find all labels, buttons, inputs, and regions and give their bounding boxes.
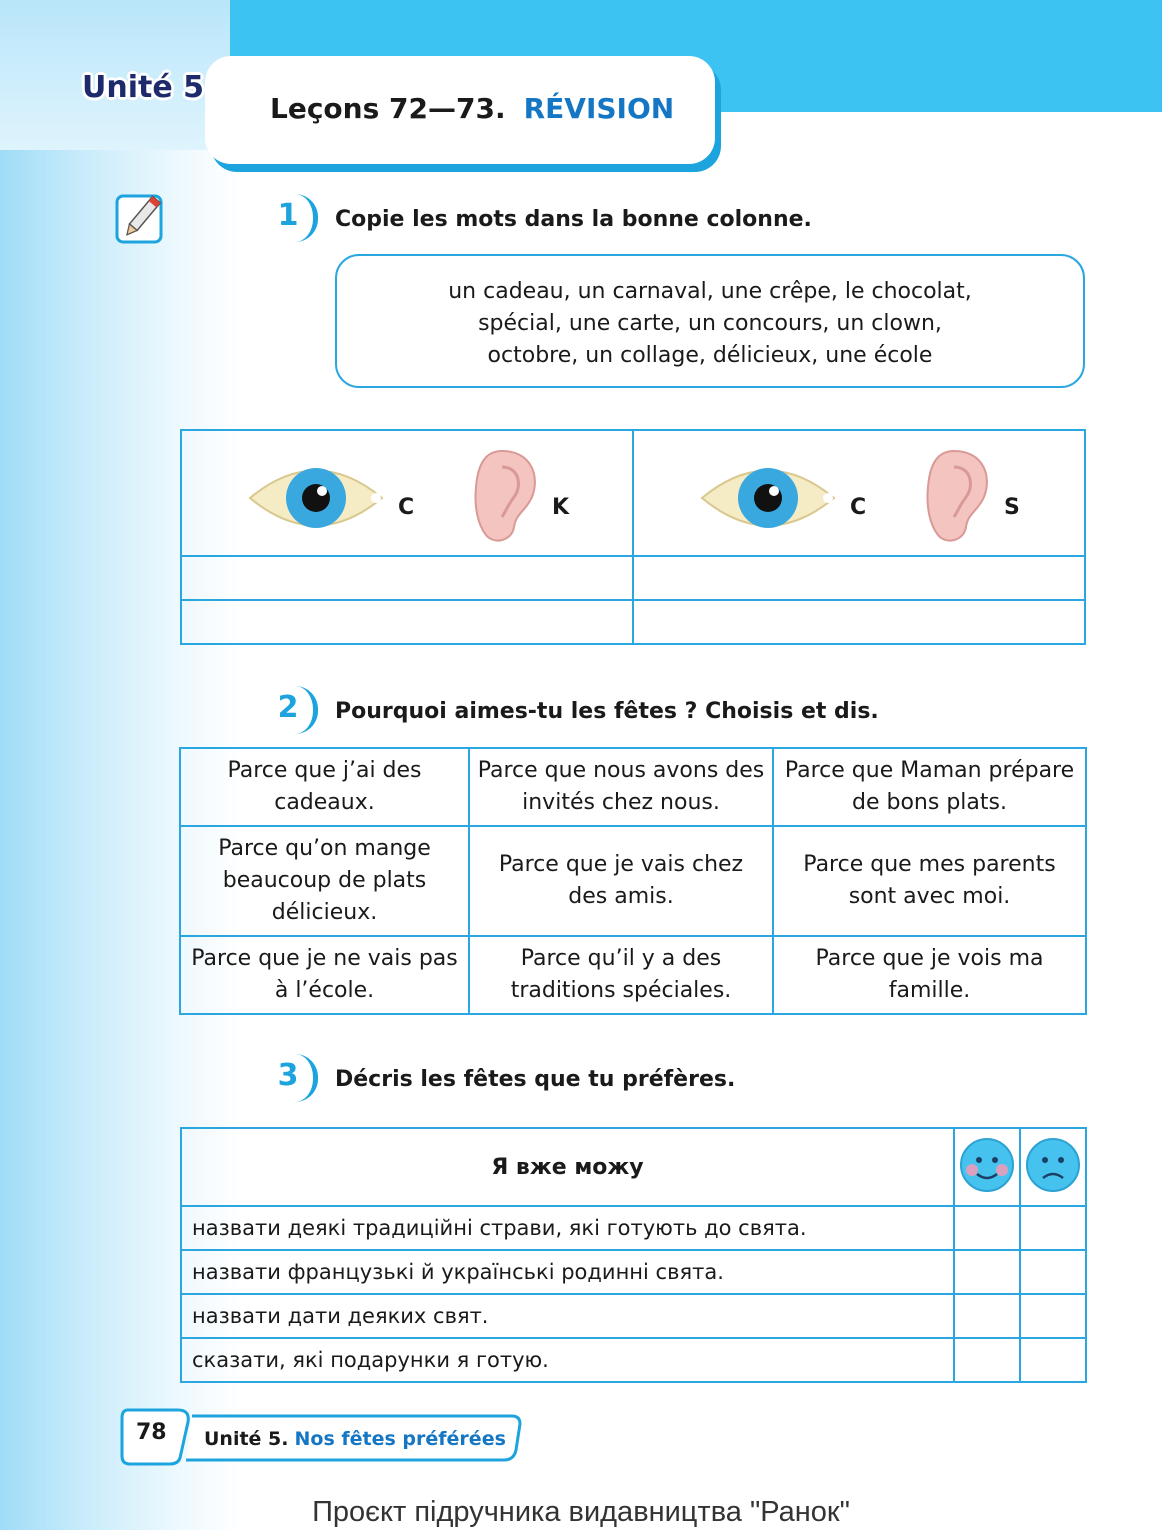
number-bracket <box>295 686 318 734</box>
letter-k-sound: K <box>552 495 570 520</box>
word-line-2: spécial, une carte, un concours, un clown, <box>478 311 942 336</box>
task3-number-text: 3 <box>277 1058 299 1093</box>
sad-checkbox[interactable] <box>1020 1294 1086 1338</box>
happy-checkbox[interactable] <box>954 1206 1020 1250</box>
lesson-number: Leçons 72—73. <box>270 92 506 125</box>
reason-cell[interactable]: Parce que mes parents sont avec moi. <box>773 826 1086 936</box>
answer-cell[interactable] <box>181 556 633 600</box>
reason-cell[interactable]: Parce que j’ai des cadeaux. <box>180 748 469 826</box>
number-bracket <box>295 194 318 242</box>
footer-unit: Unité 5. <box>204 1428 289 1450</box>
selfcheck-item: назвати дати деяких свят. <box>181 1294 954 1338</box>
reason-cell[interactable]: Parce que nous avons des invités chez nous. <box>469 748 773 826</box>
letter-c-written: C <box>398 495 415 520</box>
page-number: 78 <box>136 1420 167 1445</box>
reason-cell[interactable]: Parce qu’on mange beaucoup de plats délicieux. <box>180 826 469 936</box>
eye-icon <box>698 453 838 543</box>
task1-number <box>262 198 314 244</box>
selfcheck-header: Я вже можу <box>181 1128 954 1206</box>
happy-checkbox[interactable] <box>954 1294 1020 1338</box>
reason-cell[interactable]: Parce que je vais chez des amis. <box>469 826 773 936</box>
column-c-k-header <box>181 430 633 556</box>
sad-checkbox[interactable] <box>1020 1250 1086 1294</box>
happy-face-icon <box>958 1136 1016 1194</box>
lesson-title <box>270 92 674 125</box>
pencil-icon <box>115 190 167 248</box>
task2-number-text: 2 <box>277 690 299 725</box>
selfcheck-table <box>180 1127 1087 1383</box>
reason-cell[interactable]: Parce que je vois ma famille. <box>773 936 1086 1014</box>
sorting-table <box>180 429 1086 645</box>
column-c-s-header <box>633 430 1085 556</box>
task2-title: Pourquoi aimes-tu les fêtes ? Choisis et dis. <box>335 699 879 724</box>
letter-s-sound: S <box>1004 495 1020 520</box>
reason-cell[interactable]: Parce que Maman prépare de bons plats. <box>773 748 1086 826</box>
ear-icon <box>924 447 994 547</box>
letter-c-written: C <box>850 495 867 520</box>
word-box <box>335 254 1085 388</box>
word-line-3: octobre, un collage, délicieux, une école <box>487 343 933 368</box>
happy-checkbox[interactable] <box>954 1338 1020 1382</box>
revision-label: RÉVISION <box>523 92 675 125</box>
eye-icon <box>246 453 386 543</box>
ear-icon <box>472 447 542 547</box>
answer-cell[interactable] <box>633 600 1085 644</box>
word-line-1: un cadeau, un carnaval, une crêpe, le chocolat, <box>448 279 972 304</box>
sad-face-cell <box>1020 1128 1086 1206</box>
reason-cell[interactable]: Parce que je ne vais pas à l’école. <box>180 936 469 1014</box>
task2-number <box>262 690 314 736</box>
happy-face-cell <box>954 1128 1020 1206</box>
selfcheck-item: назвати французькі й українські родинні свята. <box>181 1250 954 1294</box>
sad-checkbox[interactable] <box>1020 1338 1086 1382</box>
footer-unit-title <box>204 1428 506 1450</box>
reason-cell[interactable]: Parce qu’il y a des traditions spéciales. <box>469 936 773 1014</box>
sad-face-icon <box>1024 1136 1082 1194</box>
reasons-table <box>179 747 1087 1015</box>
task1-number-text: 1 <box>277 198 299 233</box>
number-bracket <box>295 1054 318 1102</box>
publisher-note: Проєкт підручника видавництва "Ранок" <box>312 1496 850 1528</box>
happy-checkbox[interactable] <box>954 1250 1020 1294</box>
footer-title: Nos fêtes préférées <box>294 1428 506 1450</box>
task3-number <box>262 1058 314 1104</box>
selfcheck-item: назвати деякі традиційні страви, які готують до свята. <box>181 1206 954 1250</box>
selfcheck-item: сказати, які подарунки я готую. <box>181 1338 954 1382</box>
sad-checkbox[interactable] <box>1020 1206 1086 1250</box>
task3-title: Décris les fêtes que tu préfères. <box>335 1067 736 1092</box>
unit-badge: Unité 5 <box>82 70 205 105</box>
answer-cell[interactable] <box>633 556 1085 600</box>
answer-cell[interactable] <box>181 600 633 644</box>
task1-title: Copie les mots dans la bonne colonne. <box>335 207 812 232</box>
